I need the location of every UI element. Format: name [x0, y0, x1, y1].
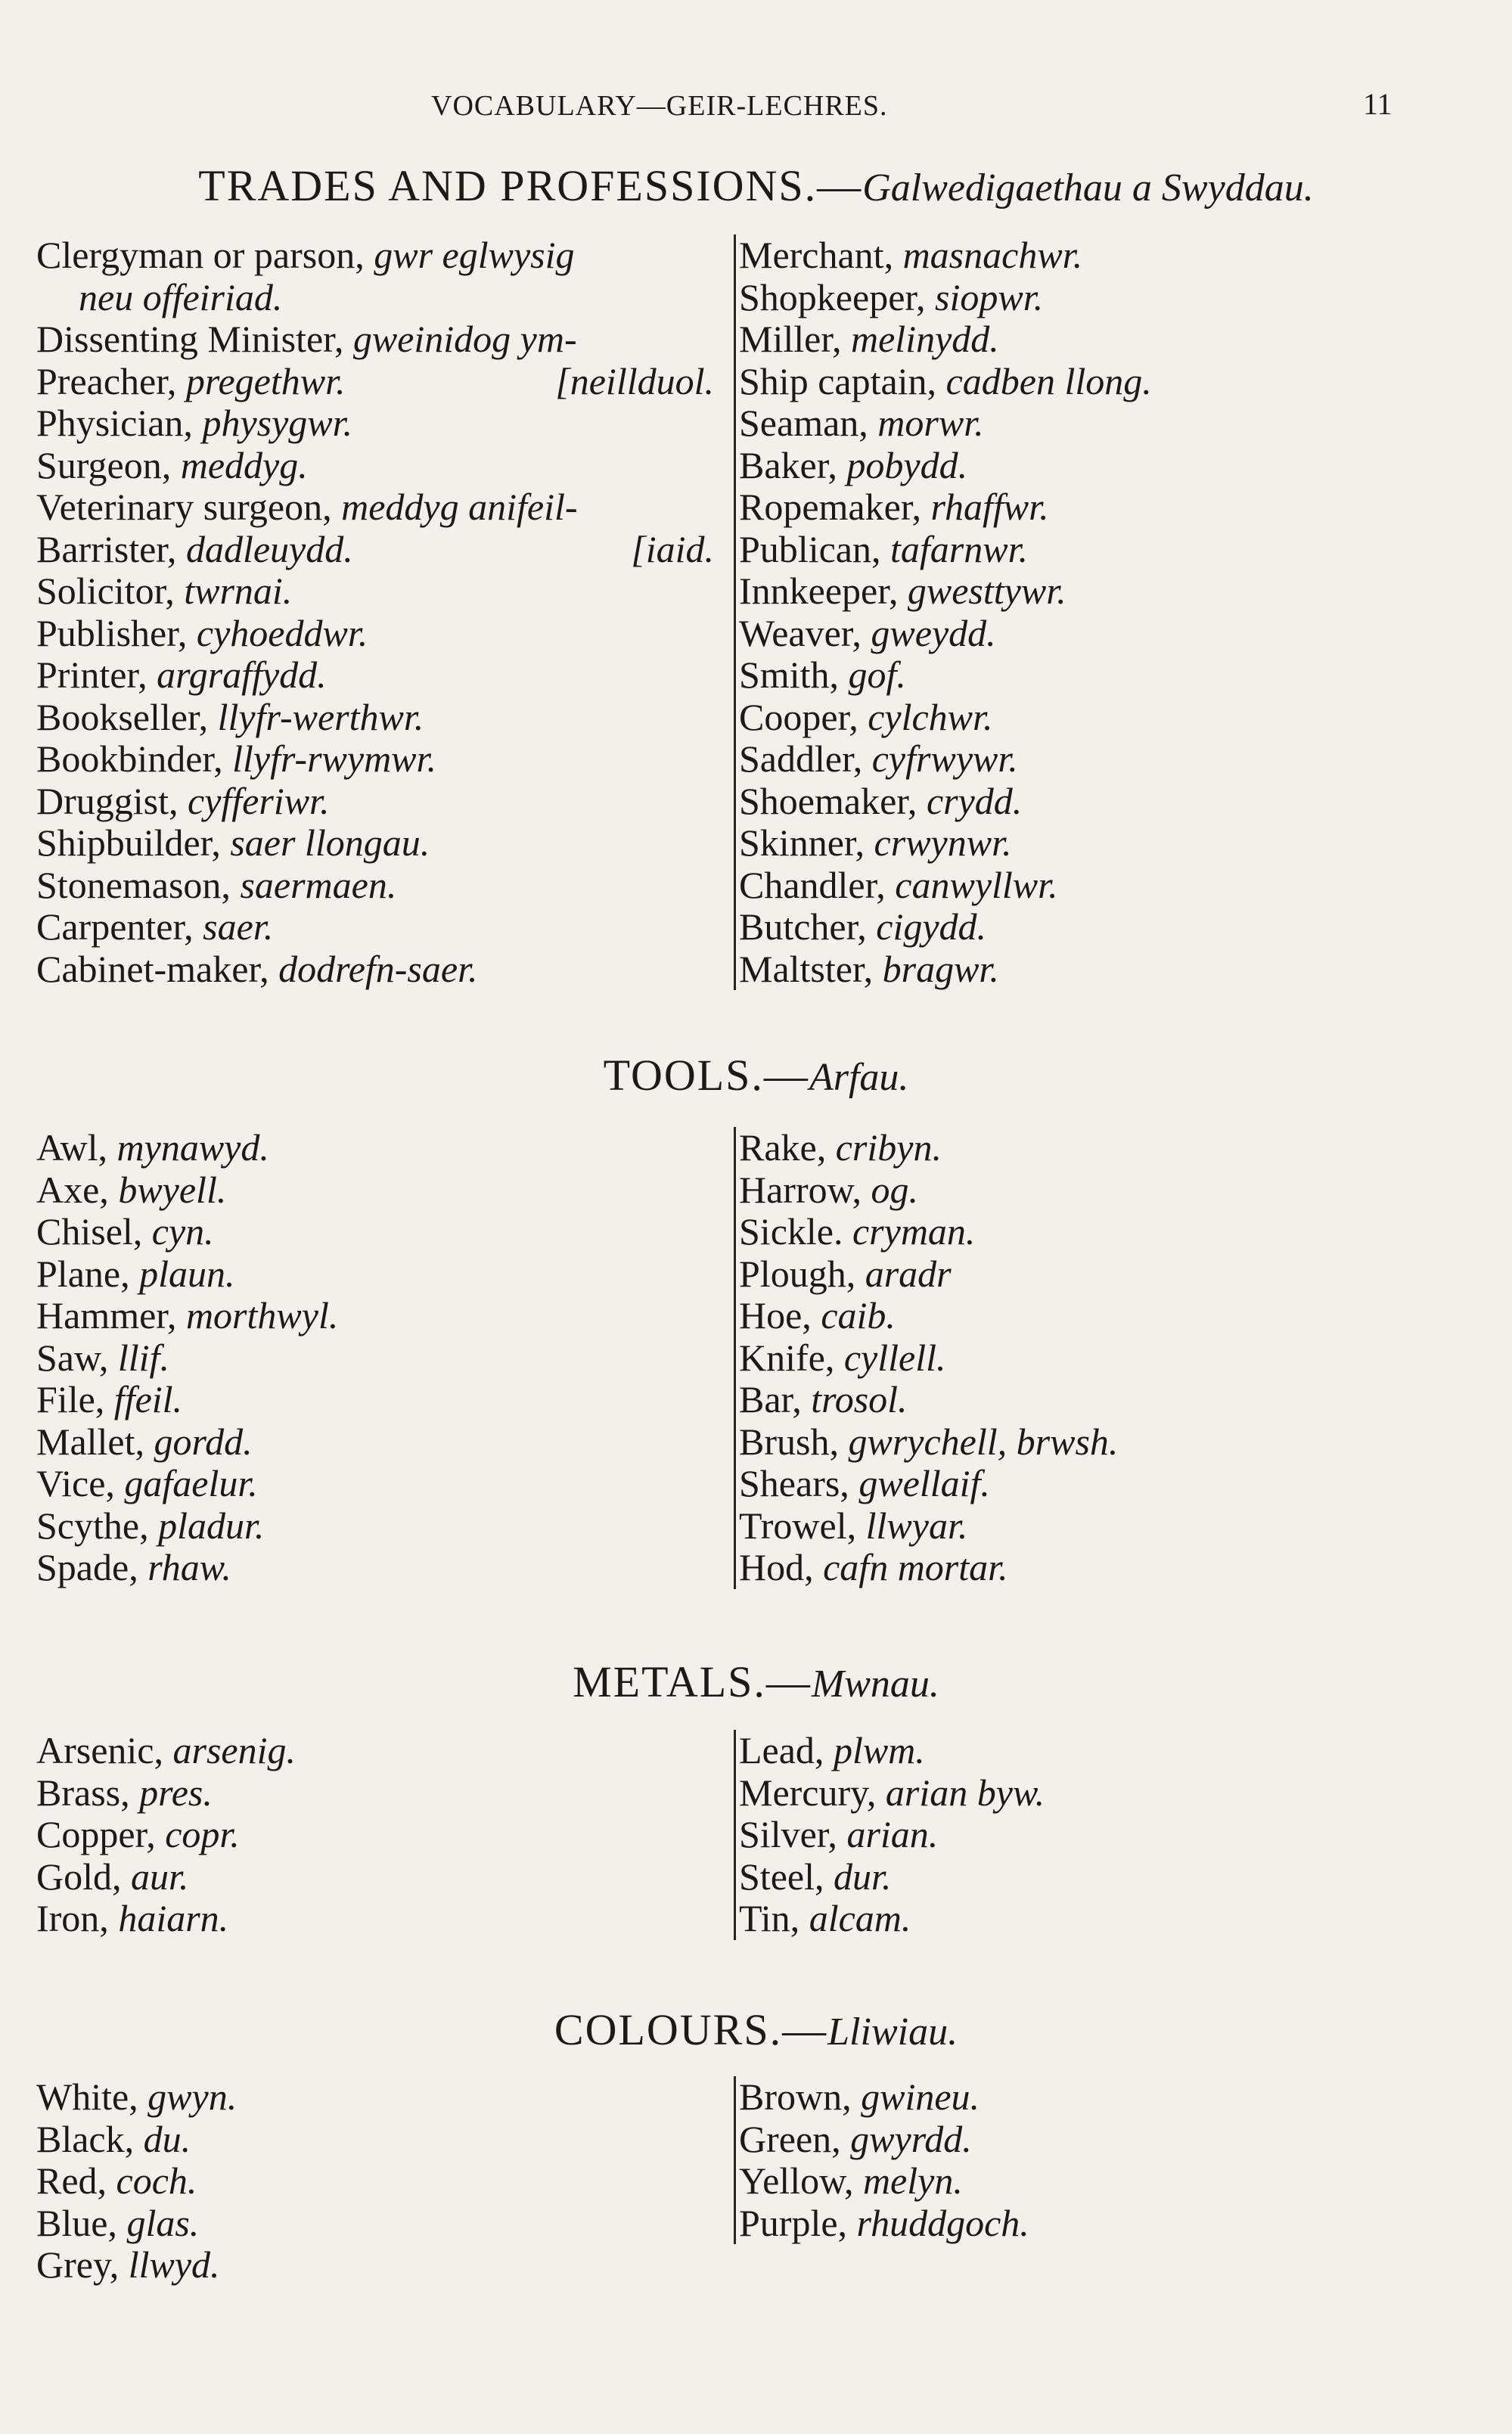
- welsh-term: canwyllwr.: [895, 863, 1058, 906]
- section-title-welsh: Galwedigaethau a Swyddau.: [862, 166, 1314, 210]
- welsh-term: gwyrdd.: [850, 2117, 972, 2160]
- welsh-term: meddyg.: [180, 443, 308, 486]
- english-term: Axe,: [36, 1168, 119, 1211]
- welsh-term: cryman.: [852, 1210, 976, 1253]
- welsh-term: gwineu.: [861, 2075, 980, 2118]
- vocabulary-entry: [36, 529, 717, 571]
- welsh-term: argraffydd.: [157, 654, 327, 696]
- english-term: Veterinary surgeon,: [36, 486, 342, 528]
- trades-right-column: [734, 234, 1480, 990]
- vocabulary-entry: [36, 1463, 717, 1505]
- vocabulary-entry: [36, 2203, 717, 2245]
- vocabulary-entry: [36, 1337, 717, 1380]
- welsh-term-continuation: [neillduol.: [555, 359, 714, 402]
- welsh-term: cylchwr.: [868, 695, 993, 738]
- colours-left-column: [36, 2076, 717, 2287]
- english-term: Sickle.: [739, 1210, 852, 1253]
- welsh-term: coch.: [116, 2159, 197, 2202]
- english-term: Skinner,: [739, 821, 874, 864]
- welsh-term: gwrychell, brwsh.: [848, 1420, 1119, 1463]
- section-title-english: TOOLS.—: [603, 1051, 809, 1100]
- vocabulary-entry: [36, 697, 717, 739]
- vocabulary-entry: [739, 1337, 1480, 1380]
- english-term: Rake,: [739, 1126, 836, 1169]
- vocabulary-entry: [739, 234, 1480, 277]
- welsh-term-continuation: [iaid.: [631, 527, 714, 570]
- welsh-term: dur.: [833, 1855, 892, 1898]
- vocabulary-entry: [36, 2244, 717, 2287]
- vocabulary-entry: [739, 1772, 1480, 1815]
- english-term: Maltster,: [739, 947, 883, 990]
- english-term: Dissenting Minister,: [36, 318, 353, 360]
- vocabulary-entry: [36, 445, 717, 487]
- english-term: Plough,: [739, 1252, 865, 1295]
- english-term: Iron,: [36, 1897, 119, 1939]
- vocabulary-entry: [36, 1211, 717, 1253]
- vocabulary-entry: [739, 781, 1480, 823]
- welsh-term: meddyg anifeil-: [341, 486, 578, 528]
- vocabulary-entry: [36, 1772, 717, 1815]
- english-term: Ropemaker,: [739, 486, 931, 528]
- english-term: Druggist,: [36, 779, 188, 822]
- vocabulary-entry: [739, 2119, 1480, 2161]
- vocabulary-entry: [739, 2203, 1480, 2245]
- welsh-term: arian byw.: [885, 1771, 1045, 1814]
- vocabulary-entry: [739, 486, 1480, 529]
- section-title-metals: [0, 1656, 1512, 1707]
- vocabulary-entry: [36, 361, 717, 403]
- vocabulary-entry: [36, 822, 717, 865]
- welsh-term: pres.: [139, 1771, 213, 1814]
- welsh-term: du.: [143, 2117, 191, 2160]
- english-term: Merchant,: [739, 234, 903, 276]
- page-number: 11: [1363, 87, 1392, 121]
- english-term: Shopkeeper,: [739, 275, 936, 318]
- english-term: Hoe,: [739, 1294, 821, 1337]
- english-term: Brass,: [36, 1771, 140, 1814]
- english-term: Mercury,: [739, 1771, 886, 1814]
- welsh-term: cyn.: [151, 1210, 214, 1253]
- english-term: Chandler,: [739, 863, 896, 906]
- english-term: Spade,: [36, 1546, 148, 1588]
- vocabulary-entry: [739, 529, 1480, 571]
- welsh-term: siopwr.: [935, 275, 1044, 318]
- welsh-term: cyfferiwr.: [188, 779, 330, 822]
- vocabulary-entry: [739, 1253, 1480, 1296]
- welsh-term: melyn.: [862, 2159, 963, 2202]
- welsh-term: llyfr-rwymwr.: [232, 737, 436, 780]
- english-term: Shoemaker,: [739, 779, 927, 822]
- english-term: Weaver,: [739, 611, 871, 654]
- welsh-term: neu offeiriad.: [79, 275, 283, 318]
- welsh-term: masnachwr.: [902, 234, 1083, 276]
- english-term: Scythe,: [36, 1504, 159, 1547]
- english-term: Bookseller,: [36, 695, 218, 738]
- vocabulary-entry: [739, 865, 1480, 907]
- welsh-term: bragwr.: [882, 947, 999, 990]
- english-term: Baker,: [739, 443, 847, 486]
- welsh-term: cribyn.: [835, 1126, 942, 1169]
- welsh-term: trosol.: [811, 1378, 908, 1420]
- welsh-term: physygwr.: [202, 402, 353, 444]
- welsh-term: gwr eglwysig: [374, 234, 575, 276]
- vocabulary-entry: [739, 1856, 1480, 1898]
- english-term: Vice,: [36, 1462, 125, 1504]
- vocabulary-entry: [36, 613, 717, 655]
- english-term: Shears,: [739, 1462, 859, 1504]
- welsh-term: rhaw.: [147, 1546, 231, 1588]
- welsh-term: llyfr-werthwr.: [217, 695, 424, 738]
- welsh-term: dadleuydd.: [185, 527, 353, 570]
- vocabulary-entry: [36, 1505, 717, 1548]
- welsh-term: rhaffwr.: [930, 486, 1049, 528]
- vocabulary-entry: [36, 277, 717, 319]
- english-term: Purple,: [739, 2201, 857, 2244]
- english-term: Mallet,: [36, 1420, 154, 1463]
- english-term: Tin,: [739, 1897, 809, 1939]
- vocabulary-entry: [739, 1547, 1480, 1589]
- vocabulary-entry: [36, 948, 717, 991]
- welsh-term: cyhoeddwr.: [196, 611, 368, 654]
- welsh-term: morwr.: [877, 402, 984, 444]
- vocabulary-entry: [36, 654, 717, 697]
- vocabulary-entry: [739, 906, 1480, 948]
- section-title-welsh: Lliwiau.: [827, 2010, 958, 2054]
- section-title-tools: [0, 1050, 1512, 1101]
- welsh-term: cyfrwywr.: [871, 737, 1018, 780]
- vocabulary-entry: [36, 570, 717, 613]
- vocabulary-entry: [739, 1463, 1480, 1505]
- welsh-term: gwyn.: [147, 2075, 238, 2118]
- welsh-term: tafarnwr.: [890, 527, 1028, 570]
- vocabulary-entry: [739, 697, 1480, 739]
- vocabulary-entry: [739, 948, 1480, 991]
- welsh-term: dodrefn-saer.: [278, 947, 478, 990]
- vocabulary-entry: [36, 234, 717, 277]
- english-term: Black,: [36, 2117, 144, 2160]
- metals-left-column: [36, 1730, 717, 1940]
- english-term: Printer,: [36, 654, 157, 696]
- vocabulary-entry: [36, 738, 717, 781]
- vocabulary-entry: [739, 1730, 1480, 1772]
- vocabulary-entry: [739, 1379, 1480, 1421]
- english-term: Cabinet-maker,: [36, 947, 279, 990]
- vocabulary-entry: [739, 654, 1480, 697]
- vocabulary-entry: [36, 1898, 717, 1940]
- welsh-term: ffeil.: [113, 1378, 183, 1420]
- welsh-term: gwellaif.: [858, 1462, 990, 1504]
- welsh-term: crydd.: [926, 779, 1023, 822]
- section-title-welsh: Arfau.: [809, 1056, 909, 1099]
- english-term: Bookbinder,: [36, 737, 233, 780]
- welsh-term: arian.: [846, 1813, 939, 1855]
- vocabulary-entry: [739, 318, 1480, 361]
- tools-left-column: [36, 1127, 717, 1589]
- english-term: Surgeon,: [36, 443, 181, 486]
- vocabulary-entry: [739, 570, 1480, 613]
- welsh-term: crwynwr.: [874, 821, 1012, 864]
- english-term: Brown,: [739, 2075, 862, 2118]
- english-term: Butcher,: [739, 905, 877, 948]
- tools-right-column: [734, 1127, 1480, 1589]
- welsh-term: pladur.: [158, 1504, 265, 1547]
- section-title-welsh: Mwnau.: [811, 1663, 939, 1706]
- welsh-term: melinydd.: [850, 318, 999, 360]
- english-term: Solicitor,: [36, 570, 185, 612]
- welsh-term: pregethwr.: [185, 359, 346, 402]
- welsh-term: plaun.: [139, 1252, 235, 1295]
- english-term: Brush,: [739, 1420, 849, 1463]
- english-term: Red,: [36, 2159, 116, 2202]
- welsh-term: gweinidog ym-: [352, 318, 577, 360]
- english-term: Hod,: [739, 1546, 824, 1588]
- welsh-term: cigydd.: [876, 905, 987, 948]
- welsh-term: pobydd.: [846, 443, 968, 486]
- vocabulary-entry: [739, 361, 1480, 403]
- welsh-term: gordd.: [154, 1420, 253, 1463]
- vocabulary-entry: [36, 1127, 717, 1169]
- vocabulary-entry: [36, 1730, 717, 1772]
- welsh-term: cyllell.: [843, 1336, 946, 1379]
- section-title-english: COLOURS.—: [554, 2005, 828, 2054]
- welsh-term: plwm.: [833, 1729, 925, 1771]
- english-term: Green,: [739, 2117, 851, 2160]
- vocabulary-entry: [36, 1421, 717, 1464]
- vocabulary-entry: [36, 486, 717, 529]
- english-term: Grey,: [36, 2243, 129, 2286]
- colours-right-column: [734, 2076, 1480, 2244]
- welsh-term: gof.: [848, 654, 906, 696]
- vocabulary-entry: [739, 2160, 1480, 2203]
- welsh-term: llif.: [117, 1336, 169, 1379]
- vocabulary-entry: [36, 2160, 717, 2203]
- welsh-term: gwesttywr.: [907, 570, 1066, 612]
- welsh-term: llwyd.: [128, 2243, 220, 2286]
- vocabulary-entry: [739, 1169, 1480, 1212]
- english-term: Carpenter,: [36, 905, 203, 948]
- vocabulary-entry: [36, 1253, 717, 1296]
- section-title-english: TRADES AND PROFESSIONS.—: [198, 161, 863, 210]
- vocabulary-entry: [739, 2076, 1480, 2119]
- vocabulary-entry: [739, 1295, 1480, 1337]
- vocabulary-entry: [36, 318, 717, 361]
- english-term: Copper,: [36, 1813, 166, 1855]
- english-term: Hammer,: [36, 1294, 186, 1337]
- vocabulary-entry: [36, 1547, 717, 1589]
- vocabulary-entry: [36, 1856, 717, 1898]
- vocabulary-entry: [739, 738, 1480, 781]
- welsh-term: saermaen.: [240, 863, 397, 906]
- english-term: Publisher,: [36, 611, 197, 654]
- vocabulary-entry: [36, 781, 717, 823]
- welsh-term: og.: [871, 1168, 918, 1211]
- section-title-english: METALS.—: [573, 1657, 812, 1706]
- vocabulary-entry: [739, 445, 1480, 487]
- english-term: Barrister,: [36, 527, 186, 570]
- english-term: Chisel,: [36, 1210, 152, 1253]
- vocabulary-entry: [36, 2076, 717, 2119]
- vocabulary-entry: [739, 1127, 1480, 1169]
- vocabulary-entry: [36, 1295, 717, 1337]
- english-term: Arsenic,: [36, 1729, 173, 1771]
- welsh-term: rhuddgoch.: [856, 2201, 1029, 2244]
- vocabulary-entry: [739, 1505, 1480, 1548]
- english-term: Saddler,: [739, 737, 872, 780]
- english-term: Steel,: [739, 1855, 834, 1898]
- section-title-colours: [0, 2004, 1512, 2055]
- english-term: Harrow,: [739, 1168, 871, 1211]
- welsh-term: caib.: [821, 1294, 896, 1337]
- welsh-term: gweydd.: [871, 611, 996, 654]
- welsh-term: gafaelur.: [124, 1462, 258, 1504]
- english-term: Cooper,: [739, 695, 868, 738]
- english-term: Publican,: [739, 527, 890, 570]
- vocabulary-entry: [739, 822, 1480, 865]
- english-term: Saw,: [36, 1336, 118, 1379]
- welsh-term: saer llongau.: [230, 821, 430, 864]
- vocabulary-entry: [739, 1211, 1480, 1253]
- vocabulary-entry: [739, 402, 1480, 445]
- english-term: Seaman,: [739, 402, 878, 444]
- english-term: Stonemason,: [36, 863, 241, 906]
- welsh-term: aradr: [865, 1252, 952, 1295]
- english-term: File,: [36, 1378, 114, 1420]
- english-term: Gold,: [36, 1855, 131, 1898]
- vocabulary-entry: [739, 1421, 1480, 1464]
- english-term: Lead,: [739, 1729, 834, 1771]
- english-term: Shipbuilder,: [36, 821, 231, 864]
- metals-right-column: [734, 1730, 1480, 1940]
- welsh-term: morthwyl.: [185, 1294, 339, 1337]
- vocabulary-entry: [36, 1814, 717, 1856]
- vocabulary-entry: [36, 402, 717, 445]
- welsh-term: arsenig.: [172, 1729, 296, 1771]
- welsh-term: cafn mortar.: [823, 1546, 1008, 1588]
- english-term: Innkeeper,: [739, 570, 908, 612]
- english-term: Silver,: [739, 1813, 847, 1855]
- welsh-term: cadben llong.: [945, 359, 1152, 402]
- vocabulary-entry: [739, 1814, 1480, 1856]
- english-term: Bar,: [739, 1378, 812, 1420]
- welsh-term: copr.: [165, 1813, 240, 1855]
- english-term: Knife,: [739, 1336, 844, 1379]
- english-term: Smith,: [739, 654, 849, 696]
- welsh-term: aur.: [131, 1855, 189, 1898]
- running-head: VOCABULARY—GEIR-LECHRES.: [431, 90, 888, 122]
- vocabulary-entry: [36, 865, 717, 907]
- english-term: Plane,: [36, 1252, 140, 1295]
- welsh-term: saer.: [203, 905, 274, 948]
- english-term: Miller,: [739, 318, 851, 360]
- english-term: Physician,: [36, 402, 203, 444]
- vocabulary-entry: [739, 277, 1480, 319]
- welsh-term: glas.: [126, 2201, 200, 2244]
- welsh-term: bwyell.: [118, 1168, 227, 1211]
- english-term: Ship captain,: [739, 359, 946, 402]
- vocabulary-entry: [36, 1379, 717, 1421]
- welsh-term: llwyar.: [865, 1504, 968, 1547]
- trades-left-column: [36, 234, 717, 990]
- english-term: Preacher,: [36, 359, 186, 402]
- welsh-term: twrnai.: [184, 570, 293, 612]
- english-term: Clergyman or parson,: [36, 234, 374, 276]
- vocabulary-entry: [739, 1898, 1480, 1940]
- welsh-term: alcam.: [809, 1897, 911, 1939]
- english-term: Yellow,: [739, 2159, 863, 2202]
- section-title-trades: [0, 160, 1512, 211]
- english-term: Trowel,: [739, 1504, 866, 1547]
- english-term: Blue,: [36, 2201, 127, 2244]
- vocabulary-entry: [36, 906, 717, 948]
- english-term: Awl,: [36, 1126, 117, 1169]
- vocabulary-entry: [36, 1169, 717, 1212]
- english-term: White,: [36, 2075, 148, 2118]
- welsh-term: mynawyd.: [116, 1126, 269, 1169]
- vocabulary-entry: [739, 613, 1480, 655]
- vocabulary-entry: [36, 2119, 717, 2161]
- welsh-term: haiarn.: [118, 1897, 229, 1939]
